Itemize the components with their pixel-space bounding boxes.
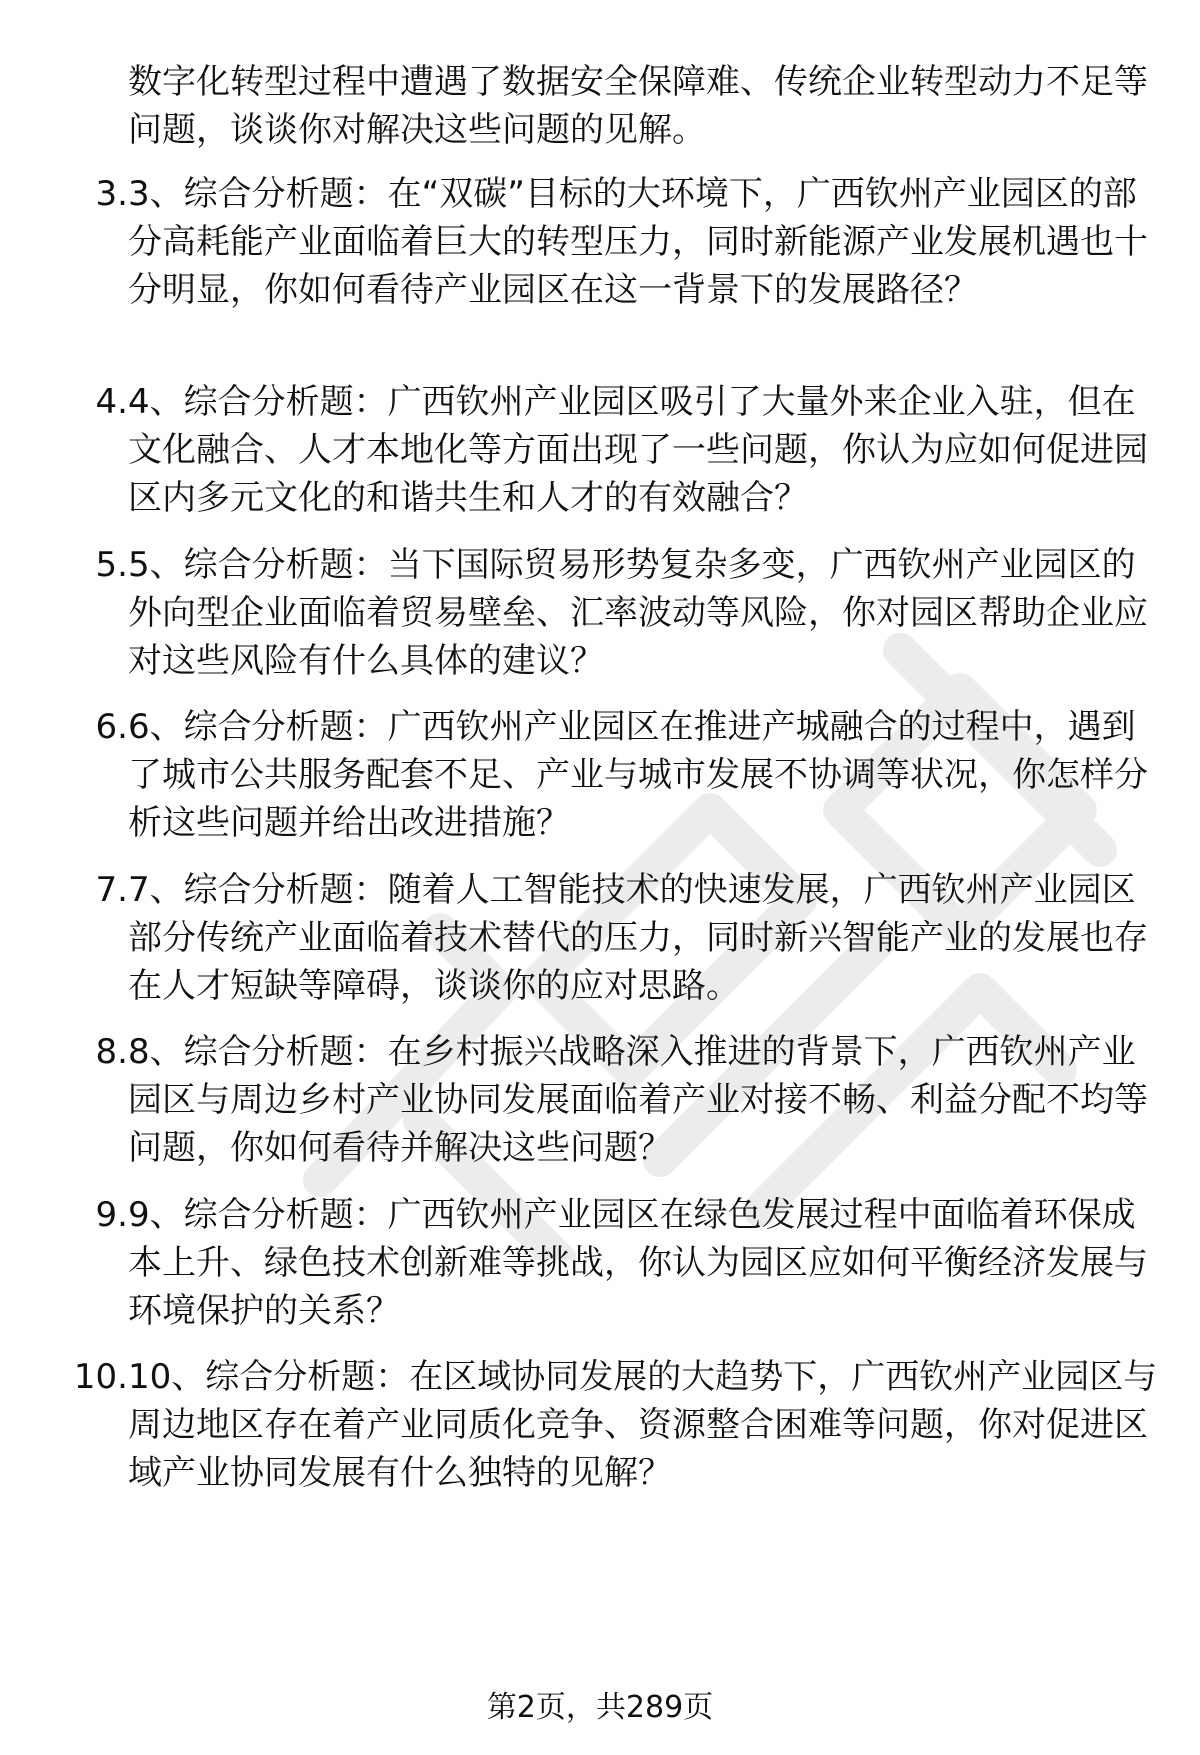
question-text: 6、综合分析题：广西钦州产业园区在推进产城融合的过程中，遇到了城市公共服务配套不足、产业与城市发展不协调等状况，你怎样分析这些问题并给出改进措施？ (128, 707, 1148, 843)
page-footer: 第2页，共289页 (486, 1690, 714, 1725)
question-text: 4、综合分析题：广西钦州产业园区吸引了大量外来企业入驻，但在文化融合、人才本地化等方面出现了一些问题，你认为应如何促进园区内多元文化的和谐共生和人才的有效融合？ (128, 382, 1148, 518)
question-number: 3. (95, 174, 128, 214)
question-number: 9. (95, 1195, 128, 1235)
question-text: 9、综合分析题：广西钦州产业园区在绿色发展过程中面临着环保成本上升、绿色技术创新难等挑战，你认为园区应如何平衡经济发展与环境保护的关系？ (128, 1195, 1148, 1331)
question-text: 7、综合分析题：随着人工智能技术的快速发展，广西钦州产业园区部分传统产业面临着技术替代的压力，同时新兴智能产业的发展也存在人才短缺等障碍，谈谈你的应对思路。 (128, 870, 1148, 1006)
question-text: 3、综合分析题：在“双碳”目标的大环境下，广西钦州产业园区的部分高耗能产业面临着巨大的转型压力，同时新能源产业发展机遇也十分明显，你如何看待产业园区在这一背景下的发展路径？ (128, 174, 1148, 310)
question-number: 4. (95, 382, 128, 422)
question-number: 8. (95, 1032, 128, 1072)
question-text: 5、综合分析题：当下国际贸易形势复杂多变，广西钦州产业园区的外向型企业面临着贸易壁垒、汇率波动等风险，你对园区帮助企业应对这些风险有什么具体的建议？ (128, 545, 1148, 681)
continuation-paragraph: 数字化转型过程中遭遇了数据安全保障难、传统企业转型动力不足等问题，谈谈你对解决这些问题的见解。 (128, 62, 1148, 150)
question-number: 10. (73, 1357, 128, 1397)
question-text: 10、综合分析题：在区域协同发展的大趋势下，广西钦州产业园区与周边地区存在着产业同质化竞争、资源整合困难等问题，你对促进区域产业协同发展有什么独特的见解？ (128, 1357, 1158, 1493)
question-text: 8、综合分析题：在乡村振兴战略深入推进的背景下，广西钦州产业园区与周边乡村产业协同发展面临着产业对接不畅、利益分配不均等问题，你如何看待并解决这些问题？ (128, 1032, 1148, 1168)
question-number: 6. (95, 707, 128, 747)
question-number: 7. (95, 870, 128, 910)
question-number: 5. (95, 545, 128, 585)
